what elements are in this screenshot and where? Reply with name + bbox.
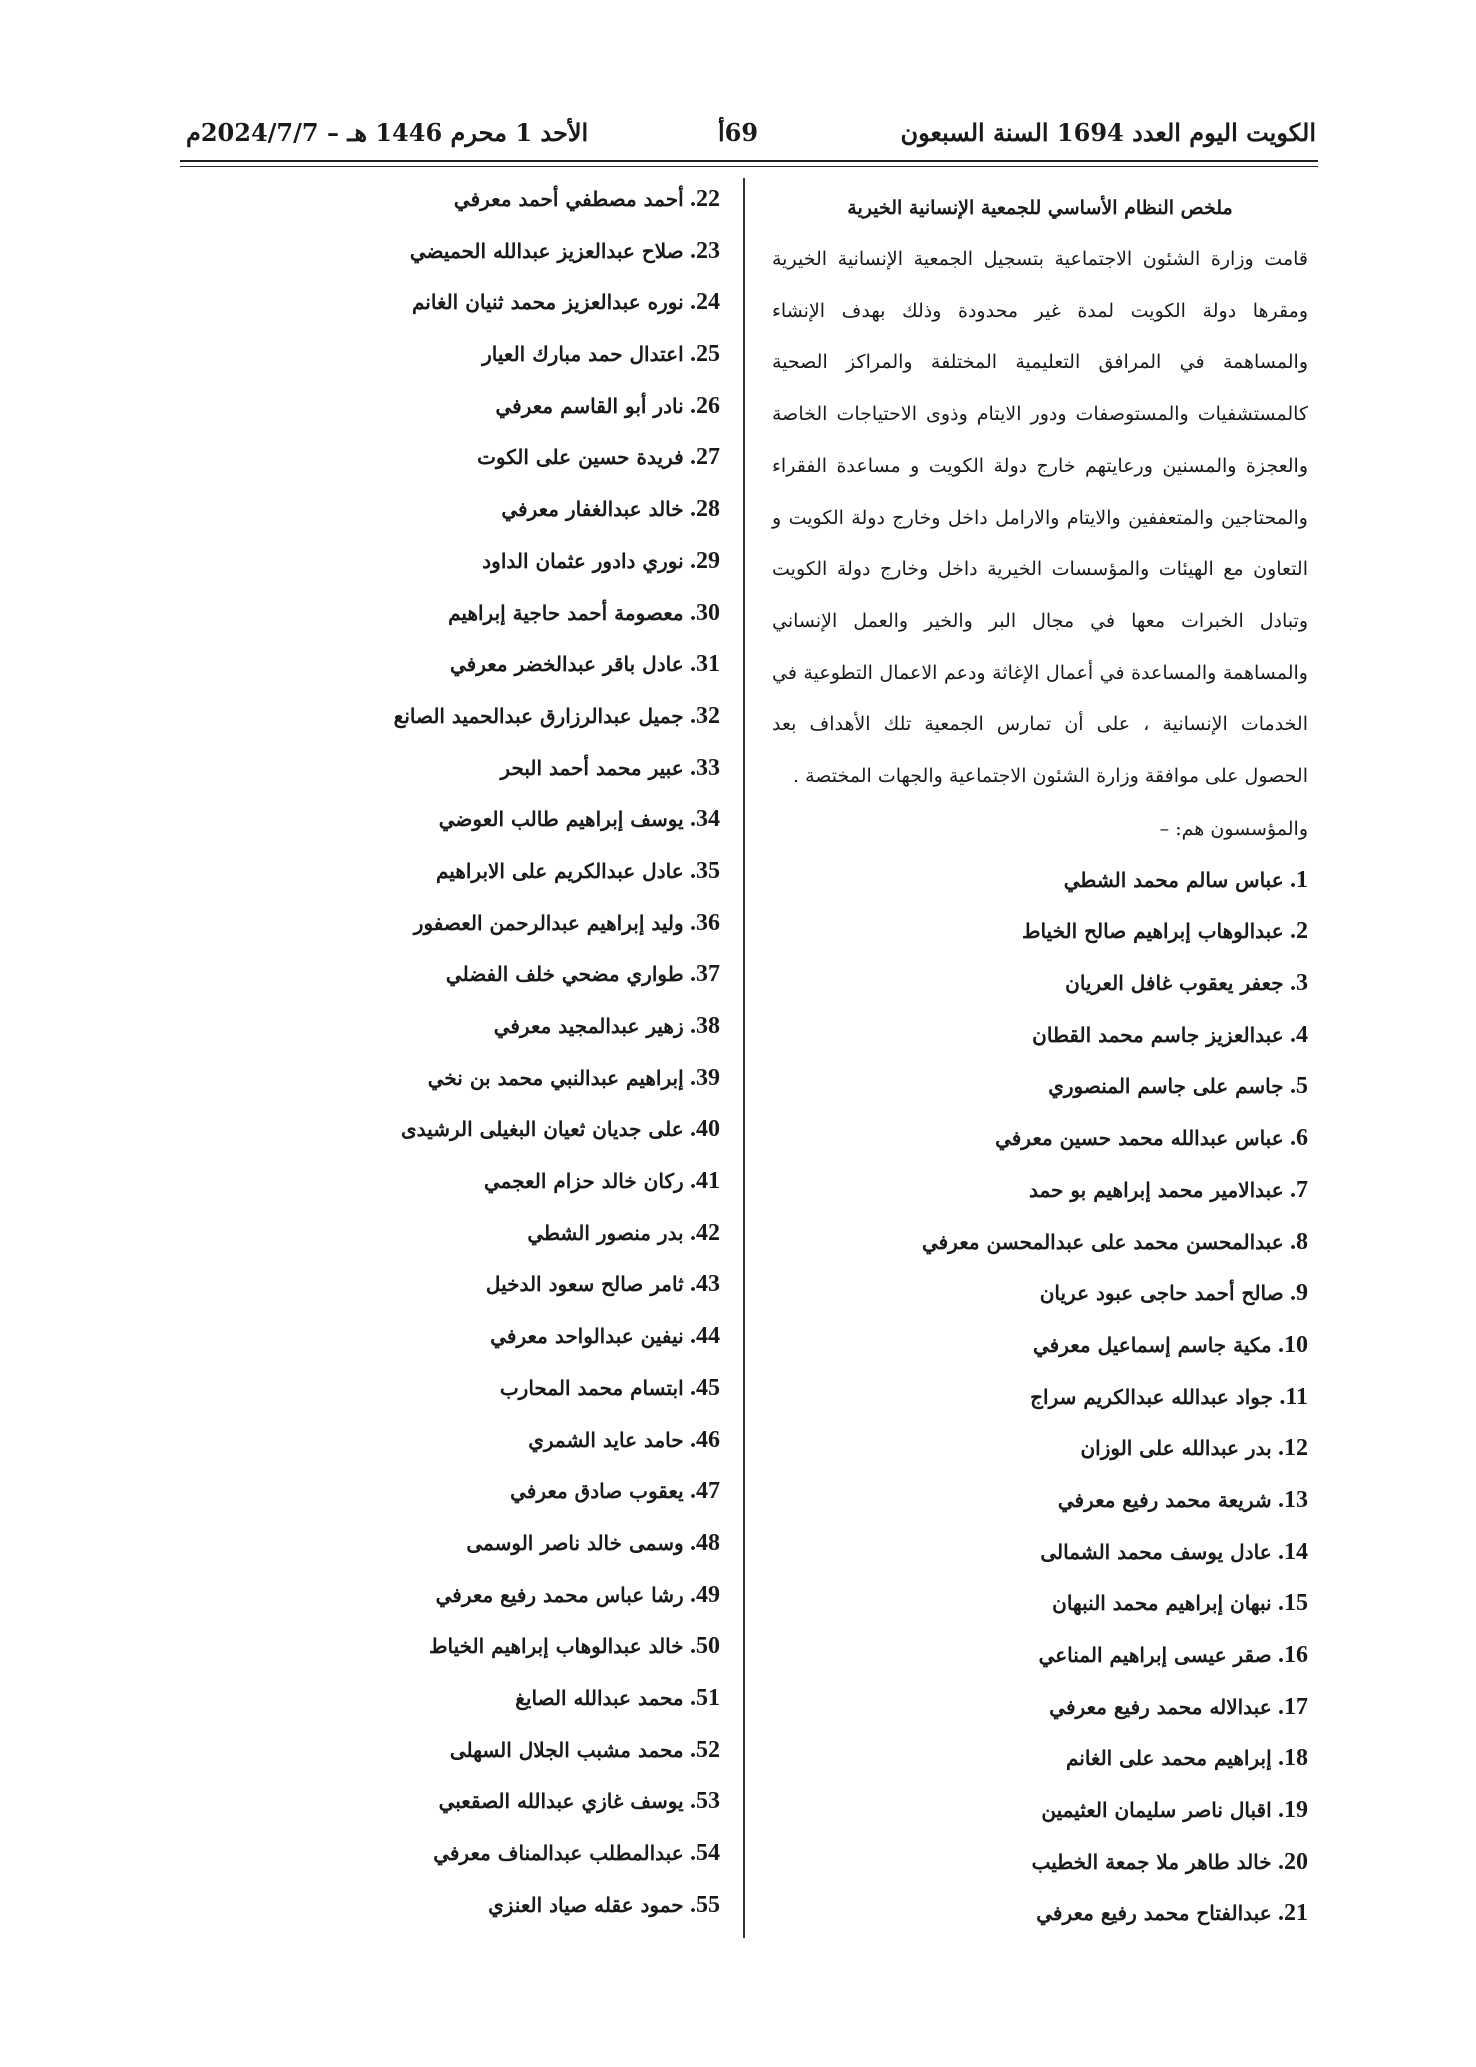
- founder-item: [330, 794, 720, 846]
- founder-number: 33.: [690, 754, 720, 781]
- founder-item: [330, 1725, 720, 1777]
- founder-item: [772, 1320, 1308, 1372]
- founder-number: 4.: [1290, 1021, 1308, 1048]
- founder-item: [772, 1217, 1308, 1269]
- founder-name: يعقوب صادق معرفي: [510, 1479, 684, 1504]
- founder-name: وليد إبراهيم عبدالرحمن العصفور: [413, 910, 684, 935]
- founder-number: 42.: [690, 1219, 720, 1246]
- founder-number: 46.: [690, 1426, 720, 1453]
- founder-number: 7.: [1290, 1176, 1308, 1203]
- founder-name: أحمد مصطفي أحمد معرفي: [453, 187, 684, 211]
- founder-name: عادل عبدالكريم على الابراهيم: [435, 858, 684, 883]
- founder-name: عادل باقر عبدالخضر معرفي: [449, 652, 684, 677]
- founder-name: معصومة أحمد حاجية إبراهيم: [448, 600, 684, 625]
- founder-name: عبدالوهاب إبراهيم صالح الخياط: [1021, 919, 1284, 944]
- founder-item: [330, 1673, 720, 1725]
- founder-number: 49.: [690, 1581, 720, 1608]
- founder-item: [772, 1113, 1308, 1165]
- founder-item: [330, 329, 720, 381]
- founder-name: حامد عايد الشمري: [528, 1427, 684, 1452]
- founder-number: 12.: [1278, 1435, 1308, 1462]
- founder-item: [330, 1828, 720, 1880]
- header-rule-thin: [180, 166, 1318, 167]
- founder-name: عبدالاله محمد رفيع معرفي: [1049, 1694, 1272, 1719]
- founder-number: 31.: [690, 651, 720, 678]
- founder-item: [330, 1053, 720, 1105]
- founder-number: 27.: [690, 444, 720, 471]
- founder-name: صقر عيسى إبراهيم المناعي: [1038, 1643, 1272, 1668]
- founder-number: 54.: [690, 1840, 720, 1866]
- founder-name: خالد عبدالغفار معرفي: [501, 497, 684, 522]
- founder-item: [330, 1104, 720, 1156]
- founder-name: صالح أحمد حاجى عبود عريان: [1039, 1281, 1284, 1306]
- founder-number: 28.: [690, 496, 720, 523]
- founder-name: ركان خالد حزام العجمي: [483, 1169, 684, 1194]
- founder-name: إبراهيم عبدالنبي محمد بن نخي: [427, 1065, 684, 1090]
- founder-item: [772, 1682, 1308, 1734]
- founder-number: 45.: [690, 1374, 720, 1401]
- founder-number: 11.: [1279, 1383, 1308, 1410]
- founder-item: [330, 949, 720, 1001]
- founder-number: 29.: [690, 547, 720, 574]
- publication-info: الكويت اليوم العدد 1694 السنة السبعون: [900, 118, 1316, 147]
- founder-name: جاسم على جاسم المنصوري: [1048, 1074, 1284, 1099]
- founder-item: [330, 432, 720, 484]
- founder-item: [772, 1061, 1308, 1113]
- founder-name: اعتدال حمد مبارك العيار: [482, 342, 684, 367]
- founder-item: [772, 1268, 1308, 1320]
- founder-name: فريدة حسين على الكوت: [477, 445, 684, 470]
- founder-name: نوره عبدالعزيز محمد ثنيان الغانم: [411, 290, 684, 315]
- founder-name: شريعة محمد رفيع معرفي: [1057, 1487, 1272, 1512]
- founder-number: 9.: [1290, 1280, 1308, 1307]
- founder-number: 32.: [690, 702, 720, 729]
- founder-number: 35.: [690, 857, 720, 884]
- founder-number: 55.: [690, 1891, 720, 1918]
- founder-item: [772, 1423, 1308, 1475]
- founder-item: [772, 1733, 1308, 1785]
- founder-item: [330, 1311, 720, 1363]
- founders-list-left: [330, 174, 720, 1931]
- founder-number: 1.: [1290, 866, 1308, 893]
- founder-number: 17.: [1278, 1693, 1308, 1720]
- founder-number: 22.: [690, 186, 720, 212]
- founder-name: عباس سالم محمد الشطي: [1063, 867, 1284, 892]
- founder-number: 40.: [690, 1116, 720, 1143]
- founders-label: والمؤسسون هم: –: [1159, 817, 1308, 840]
- founder-number: 43.: [690, 1271, 720, 1298]
- document-title: ملخص النظام الأساسي للجمعية الإنسانية الخيرية: [847, 197, 1233, 219]
- founder-name: بدر عبدالله على الوزان: [1080, 1436, 1272, 1461]
- founder-item: [330, 1156, 720, 1208]
- founder-name: بدر منصور الشطي: [527, 1220, 684, 1245]
- founder-number: 51.: [690, 1684, 720, 1711]
- founder-item: [330, 1415, 720, 1467]
- founder-name: إبراهيم محمد على الغانم: [1065, 1746, 1272, 1771]
- document-body: قامت وزارة الشئون الاجتماعية بتسجيل الجمعية الإنسانية الخيرية ومقرها دولة الكويت لمدة غير محدودة وذلك بهدف الإنشاء والمساهمة في المرافق التعليمية المختلفة والمراكز الصحية كالمستشفيات والمستوصفات ودور الايتام وذوى الاحتياجات الخاصة والعجزة والمسنين ورعايتهم خارج دولة الكويت و مساعدة الفقراء والمحتاجين والمتعففين والايتام والارامل داخل وخارج دولة الكويت و التعاون مع الهيئات والمؤسسات الخيرية داخل وخارج دولة الكويت وتبادل الخبرات معها في مجال البر والخير والعمل الإنساني والمساهمة والمساعدة في أعمال الإغاثة ودعم الاعمال التطوعية في الخدمات الإنسانية ، على أن تمارس الجمعية تلك الأهداف بعد الحصول على موافقة وزارة الشئون الاجتماعية والجهات المختصة .: [772, 248, 1308, 788]
- founder-item: [330, 588, 720, 640]
- founder-item: [330, 1621, 720, 1673]
- founder-number: 48.: [690, 1529, 720, 1556]
- founder-number: 52.: [690, 1736, 720, 1763]
- founder-number: 24.: [690, 289, 720, 316]
- founder-number: 23.: [690, 237, 720, 264]
- founder-item: [330, 174, 720, 226]
- founder-item: [330, 277, 720, 329]
- founder-number: 34.: [690, 806, 720, 833]
- founder-number: 44.: [690, 1323, 720, 1350]
- founder-item: [330, 536, 720, 588]
- founder-number: 26.: [690, 392, 720, 419]
- founder-item: [772, 1785, 1308, 1837]
- founder-item: [330, 639, 720, 691]
- founder-name: حمود عقله صياد العنزي: [488, 1892, 684, 1917]
- founder-name: خالد طاهر ملا جمعة الخطيب: [1031, 1849, 1272, 1874]
- founder-number: 36.: [690, 909, 720, 936]
- founder-name: نيفين عبدالواحد معرفي: [490, 1324, 684, 1349]
- founder-number: 2.: [1290, 918, 1308, 945]
- founder-name: جميل عبدالرزارق عبدالحميد الصانع: [393, 703, 684, 728]
- founder-number: 25.: [690, 341, 720, 368]
- founder-name: محمد عبدالله الصايغ: [515, 1685, 684, 1710]
- founder-name: نادر أبو القاسم معرفي: [495, 393, 684, 418]
- founder-number: 38.: [690, 1013, 720, 1039]
- founder-item: [330, 1518, 720, 1570]
- founder-number: 37.: [690, 961, 720, 988]
- founder-item: [330, 226, 720, 278]
- founder-number: 19.: [1278, 1797, 1308, 1824]
- founder-item: [330, 1001, 720, 1053]
- founder-name: عباس عبدالله محمد حسين معرفي: [995, 1126, 1284, 1151]
- column-divider: [743, 178, 745, 1938]
- founder-name: عبدالمحسن محمد على عبدالمحسن معرفي: [921, 1229, 1284, 1254]
- founder-item: [772, 1165, 1308, 1217]
- founder-item: [772, 1837, 1308, 1889]
- founder-item: [330, 1208, 720, 1260]
- founder-name: خالد عبدالوهاب إبراهيم الخياط: [428, 1634, 684, 1659]
- founder-number: 15.: [1278, 1590, 1308, 1617]
- founder-name: عبير محمد أحمد البحر: [500, 755, 684, 780]
- founder-item: [772, 1630, 1308, 1682]
- founder-item: [330, 484, 720, 536]
- founder-name: عبدالفتاح محمد رفيع معرفي: [1036, 1901, 1272, 1926]
- founder-item: [772, 855, 1308, 907]
- founder-name: ثامر صالح سعود الدخيل: [485, 1272, 684, 1297]
- founder-name: طواري مضحي خلف الفضلي: [445, 962, 684, 987]
- founder-number: 16.: [1278, 1642, 1308, 1669]
- founder-number: 18.: [1278, 1745, 1308, 1772]
- founder-number: 3.: [1290, 970, 1308, 997]
- founder-name: نوري دادور عثمان الداود: [482, 548, 684, 573]
- issue-date: الأحد 1 محرم 1446 هـ – 2024/7/7م: [186, 118, 589, 147]
- founder-item: [772, 1010, 1308, 1062]
- founder-item: [330, 381, 720, 433]
- founder-number: 53.: [690, 1788, 720, 1815]
- founder-item: [330, 1363, 720, 1415]
- founder-number: 20.: [1278, 1848, 1308, 1875]
- founder-item: [330, 898, 720, 950]
- founder-item: [772, 1527, 1308, 1579]
- founder-number: 8.: [1290, 1228, 1308, 1255]
- founder-item: [772, 1475, 1308, 1527]
- left-column: [330, 174, 720, 1931]
- founder-name: اقبال ناصر سليمان العثيمين: [1041, 1798, 1272, 1823]
- founder-name: مكية جاسم إسماعيل معرفي: [1032, 1332, 1272, 1357]
- founder-name: عبدالمطلب عبدالمناف معرفي: [433, 1841, 684, 1865]
- founder-number: 5.: [1290, 1073, 1308, 1100]
- founder-number: 14.: [1278, 1538, 1308, 1565]
- founder-name: جواد عبدالله عبدالكريم سراج: [1030, 1384, 1273, 1409]
- founder-item: [330, 691, 720, 743]
- founder-item: [330, 743, 720, 795]
- founder-item: [330, 1570, 720, 1622]
- founder-name: ابتسام محمد المحارب: [499, 1375, 684, 1400]
- founder-number: 6.: [1290, 1125, 1308, 1152]
- founder-number: 10.: [1278, 1331, 1308, 1358]
- founder-item: [330, 1259, 720, 1311]
- founder-number: 50.: [690, 1633, 720, 1660]
- header-rule: [180, 160, 1318, 162]
- founder-name: محمد مشبب الجلال السهلى: [449, 1737, 684, 1762]
- founder-item: [772, 1372, 1308, 1424]
- founder-item: [330, 1466, 720, 1518]
- founder-item: [330, 846, 720, 898]
- founder-item: [772, 906, 1308, 958]
- founder-name: وسمى خالد ناصر الوسمى: [466, 1530, 684, 1555]
- founder-number: 39.: [690, 1064, 720, 1091]
- founder-item: [772, 1578, 1308, 1630]
- founder-number: 41.: [690, 1168, 720, 1195]
- founders-list-right: [772, 855, 1308, 1940]
- founder-name: عبدالامير محمد إبراهيم بو حمد: [1028, 1177, 1284, 1202]
- founder-name: زهير عبدالمجيد معرفي: [493, 1014, 684, 1038]
- founder-name: جعفر يعقوب غافل العريان: [1065, 971, 1284, 996]
- founder-item: [772, 1888, 1308, 1940]
- founder-name: عبدالعزيز جاسم محمد القطان: [1032, 1022, 1284, 1047]
- page-number: 69أ: [717, 118, 759, 147]
- right-column: [772, 182, 1308, 1940]
- founder-name: عادل يوسف محمد الشمالى: [1040, 1539, 1272, 1564]
- founder-name: رشا عباس محمد رفيع معرفي: [435, 1582, 684, 1607]
- founder-number: 30.: [690, 599, 720, 626]
- founder-name: يوسف غازي عبدالله الصقعبي: [438, 1789, 684, 1814]
- founder-number: 47.: [690, 1478, 720, 1505]
- founder-name: نبهان إبراهيم محمد النبهان: [1052, 1591, 1272, 1616]
- founder-name: يوسف إبراهيم طالب العوضي: [438, 807, 684, 832]
- founder-item: [330, 1776, 720, 1828]
- founder-name: صلاح عبدالعزيز عبدالله الحميضي: [409, 238, 684, 263]
- founder-item: [772, 958, 1308, 1010]
- founder-number: 21.: [1278, 1900, 1308, 1927]
- founder-number: 13.: [1278, 1486, 1308, 1513]
- founder-item: [330, 1880, 720, 1932]
- founder-name: على جديان ثعيان البغيلى الرشيدى: [401, 1117, 684, 1142]
